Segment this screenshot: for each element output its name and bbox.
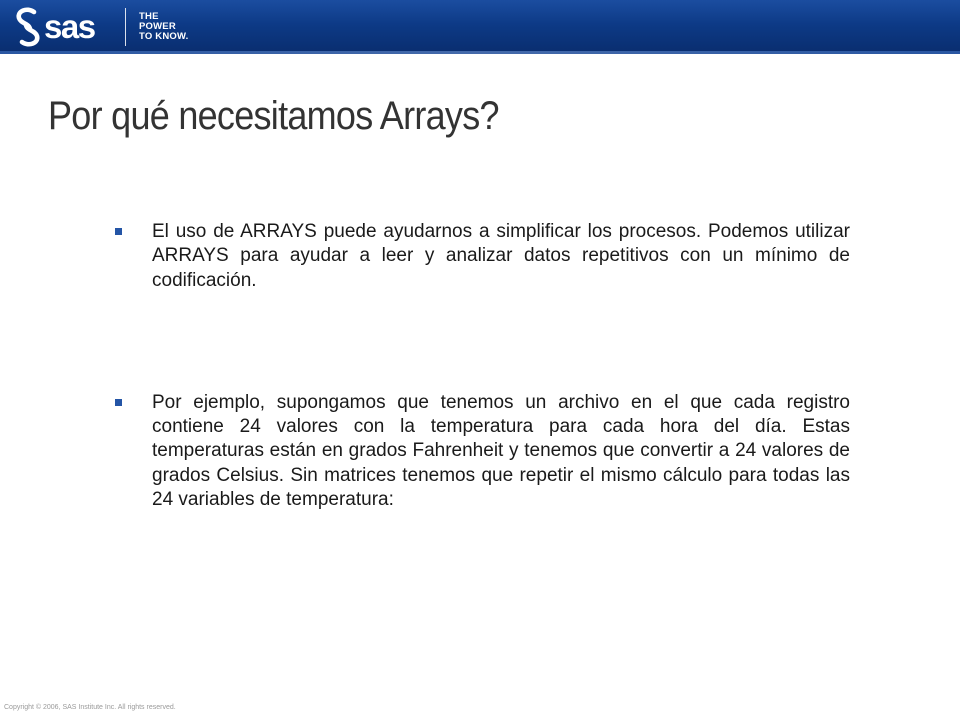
sas-logo bbox=[12, 4, 188, 50]
copyright-footer: Copyright © 2006, SAS Institute Inc. All rights reserved. bbox=[4, 704, 176, 711]
bullet-list bbox=[112, 220, 850, 512]
tagline-line: THE bbox=[139, 11, 159, 22]
tagline bbox=[139, 12, 188, 42]
slide-title: Por qué necesitamos Arrays? bbox=[48, 94, 499, 138]
bullet-item bbox=[112, 220, 850, 293]
bullet-text: Por ejemplo, supongamos que tenemos un archivo en el que cada registro contiene 24 valores con la temperatura para cada hora del día. Estas temperaturas están en grados Fahrenheit y tenemos que convertir a 24 valores de grados Celsius. Sin matrices tenemos que repetir el mismo cálculo para todas las 24 variables de temperatura: bbox=[152, 391, 850, 511]
bullet-text: El uso de ARRAYS puede ayudarnos a simplificar los procesos. Podemos utilizar ARRAYS para ayudar a leer y analizar datos repetitivos con un mínimo de codificación. bbox=[152, 221, 850, 291]
header-bar bbox=[0, 0, 960, 54]
bullet-item bbox=[112, 391, 850, 512]
square-bullet-icon bbox=[115, 228, 122, 235]
logo-wordmark: sas bbox=[44, 8, 95, 45]
tagline-line: TO KNOW. bbox=[139, 31, 189, 42]
square-bullet-icon bbox=[115, 399, 122, 406]
logo-divider bbox=[125, 8, 126, 46]
tagline-line: POWER bbox=[139, 21, 176, 32]
sas-logo-mark bbox=[12, 4, 116, 50]
